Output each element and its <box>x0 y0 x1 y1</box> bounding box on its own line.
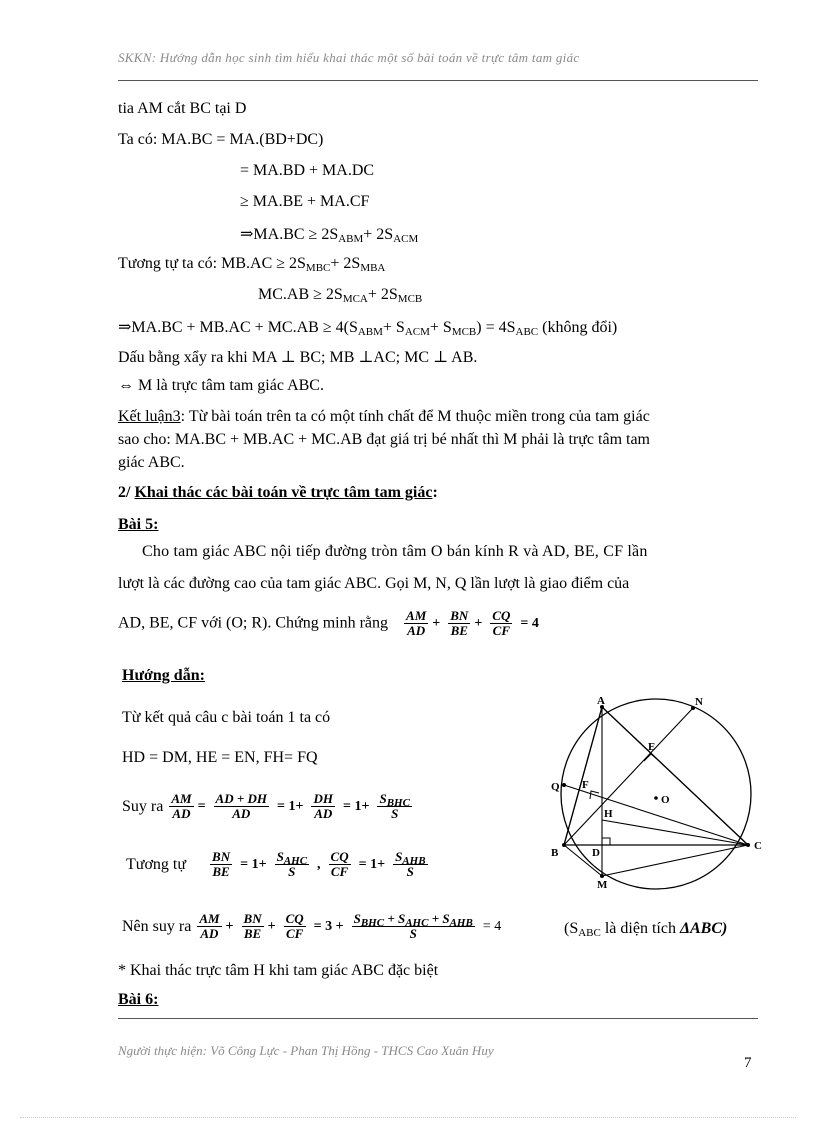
text-line: ⇒MA.BC ≥ $2S_{ABM}+ 2S_{ACM}$ <box>240 226 419 245</box>
text-line: * Khai thác trực tâm H khi tam giác ABC đặc biệt <box>118 962 439 979</box>
fraction: $\frac{BN}{BE}$ <box>450 608 469 639</box>
section-heading: 2/ Khai thác các bài toán về trực tâm tam giác: <box>118 484 438 501</box>
text-line: HD = DM, HE = EN, FH= FQ <box>122 749 318 766</box>
page-edge <box>20 1117 796 1118</box>
label-a: A <box>597 695 605 707</box>
header-rule <box>118 80 758 81</box>
triangle-abc <box>564 707 748 845</box>
text-line: Từ kết quả câu c bài toán 1 ta có <box>122 709 331 726</box>
text-line: tia AM cắt BC tại D <box>118 100 247 117</box>
label-d: D <box>592 847 600 859</box>
guide-heading: Hướng dẫn: <box>122 667 205 684</box>
exercise-title: Bài 5: <box>118 516 159 533</box>
conclusion-line: Kết luận3: Từ bài toán trên ta có một tính chất để M thuộc miền trong của tam giác <box>118 408 650 425</box>
text-line: ≥ MA.BE + MA.CF <box>240 193 370 210</box>
text-line: Dấu bằng xẩy ra khi MA ⊥ BC; MB ⊥AC; MC ⊥ AB. <box>118 349 478 366</box>
label-b: B <box>551 847 559 859</box>
formula-line: Tương tự $\frac{BN}{BE}$ = 1+ $\frac{S_{AHC}}{S}$ , $\frac{CQ}{CF}$ = 1+ $\frac{S_{AHB}}{S}$ <box>126 849 426 880</box>
label-c: C <box>754 840 762 852</box>
conclusion-line: giác ABC. <box>118 454 185 471</box>
area-note: ($S_{ABC}$ là diện tích ΔABC) <box>564 920 728 939</box>
label-n: N <box>695 696 703 708</box>
fraction: $\frac{AM}{AD}$ <box>406 608 427 639</box>
page-footer: Người thực hiện: Võ Công Lực - Phan Thị Hồng - THCS Cao Xuân Huy <box>118 1043 494 1058</box>
page-number: 7 <box>744 1055 752 1071</box>
paragraph-line: lượt là các đường cao của tam giác ABC. Gọi M, N, Q lần lượt là giao điểm của <box>118 575 630 592</box>
footer-rule <box>118 1018 758 1019</box>
conclusion-line: sao cho: MA.BC + MB.AC + MC.AB đạt giá trị bé nhất thì M phải là trực tâm tam <box>118 431 650 448</box>
formula-line: Nên suy ra $\frac{AM}{AD}$ + $\frac{BN}{BE}$ + $\frac{CQ}{CF}$ = 3 + $\frac{S_{BHC} + S_{AHC} + S_{AHB}}{S}$ = 4 <box>122 911 502 942</box>
fraction: $\frac{CQ}{CF}$ <box>492 608 511 639</box>
label-m: M <box>597 879 608 890</box>
paragraph-line: AD, BE, CF với (O; R). Chứng minh rằng $\frac{AM}{AD}$ + $\frac{BN}{BE}$ + $\frac{CQ}{CF}$ = 4 <box>118 608 539 639</box>
text-line: = MA.BD + MA.DC <box>240 162 375 179</box>
page-header: SKKN: Hướng dẫn học sinh tìm hiểu khai thác một số bài toán về trực tâm tam giác <box>118 50 580 65</box>
text-line: $MC.AB \ge 2S_{MCA}+ 2S_{MCB}$ <box>258 286 423 305</box>
text-line: Tương tự ta có: $MB.AC \ge 2S_{MBC}+ 2S_{MBA}$ <box>118 255 386 274</box>
text-line: Ta có: MA.BC = MA.(BD+DC) <box>118 131 324 148</box>
text-line: ⇔ M là trực tâm tam giác ABC. <box>118 377 324 394</box>
circumcircle <box>561 699 751 889</box>
label-o: O <box>661 794 670 806</box>
text-line: ⇒MA.BC + $MB.AC + MC.AB \ge 4(S_{ABM}+ S_{ACM}+ S_{MCB}) = 4S_{ABC}$ (không đổi) <box>118 319 618 338</box>
label-h: H <box>604 808 613 820</box>
label-e: E <box>648 741 656 753</box>
label-q: Q <box>551 781 560 793</box>
paragraph-line: Cho tam giác ABC nội tiếp đường tròn tâm O bán kính R và AD, BE, CF lần <box>142 543 648 560</box>
geometry-figure <box>530 690 770 890</box>
formula-line: Suy ra $\frac{AM}{AD}$ = $\frac{AD + DH}{AD}$ = 1+ $\frac{DH}{AD}$ = 1+ $\frac{S_{BHC}}{S}$ <box>122 791 410 822</box>
label-f: F <box>582 779 589 791</box>
exercise-title: Bài 6: <box>118 991 159 1008</box>
